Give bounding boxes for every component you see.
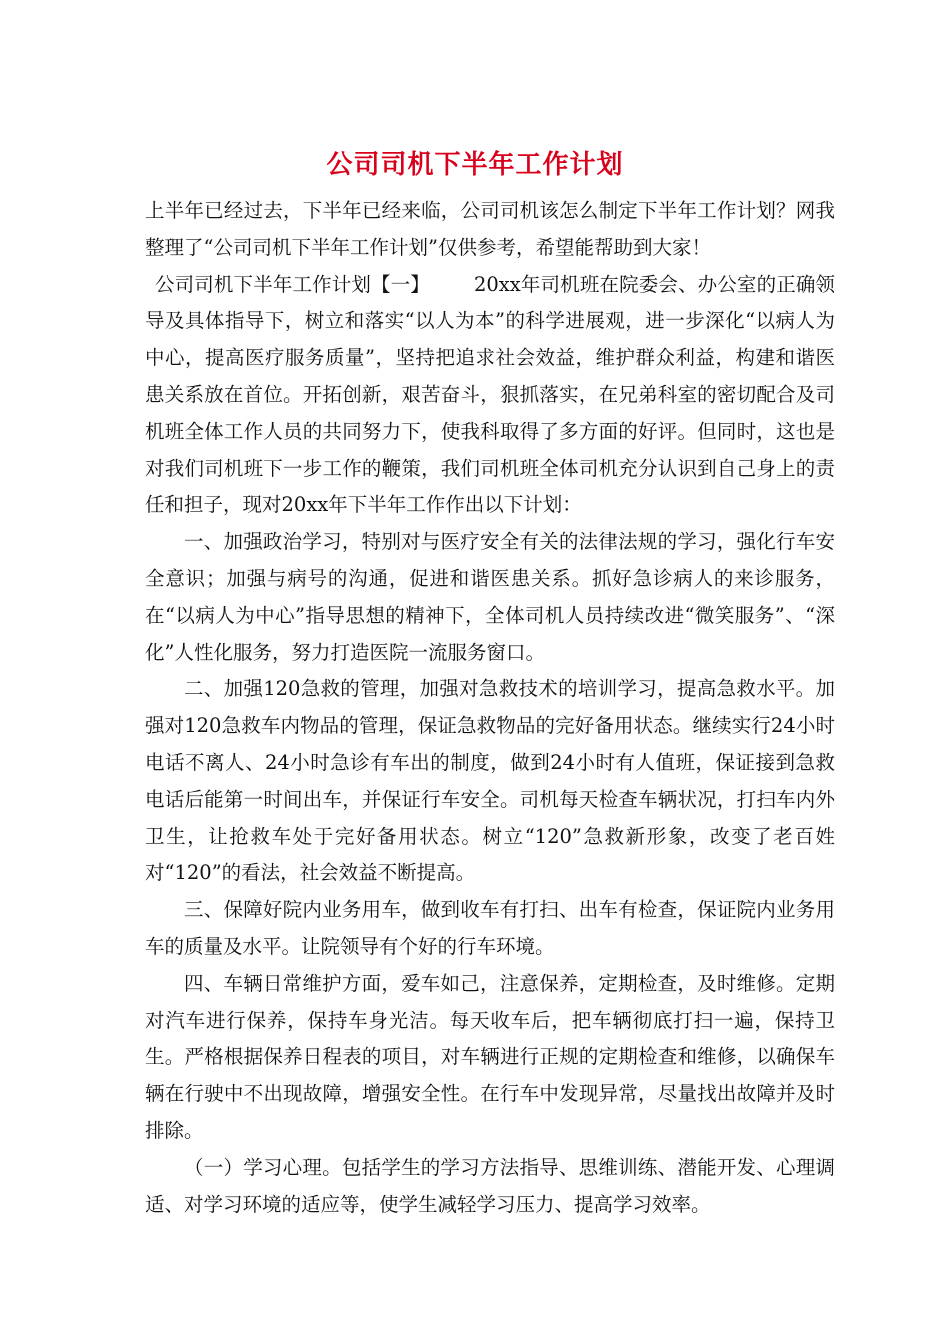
section-paragraph-2: 二、加强120急救的管理，加强对急救技术的培训学习，提高急救水平。加强对120急救车内物品的管理，保证急救物品的完好备用状态。继续实行24小时电话不离人、24小时急诊有车出的制度，做到24小时有人值班，保证接到急救电话后能第一时间出车，并保证行车安全。司机每天检查车辆状况，打扫车内外卫生，让抢救车处于完好备用状态。树立“120”急救新形象，改变了老百姓对“120”的看法，社会效益不断提高。 bbox=[145, 677, 835, 885]
section-paragraph-1: 一、加强政治学习，特别对与医疗安全有关的法律法规的学习，强化行车安全意识；加强与病号的沟通，促进和谐医患关系。抓好急诊病人的来诊服务，在“以病人为中心”指导思想的精神下，全体司机人员持续改进“微笑服务”、“深化”人性化服务，努力打造医院一流服务窗口。 bbox=[145, 530, 835, 664]
plan-paragraph bbox=[145, 267, 835, 525]
intro-paragraph: 上半年已经过去，下半年已经来临，公司司机该怎么制定下半年工作计划？网我整理了“公司司机下半年工作计划”仅供参考，希望能帮助到大家！ bbox=[145, 199, 835, 259]
section-paragraph-4: 四、车辆日常维护方面，爱车如己，注意保养，定期检查，及时维修。定期对汽车进行保养，保持车身光洁。每天收车后，把车辆彻底打扫一遍，保持卫生。严格根据保养日程表的项目，对车辆进行正规的定期检查和维修，以确保车辆在行驶中不出现故障，增强安全性。在行车中发现异常，尽量找出故障并及时排除。 bbox=[145, 971, 835, 1142]
document-body bbox=[145, 193, 835, 1223]
plan-heading: 公司司机下半年工作计划【一】 bbox=[155, 272, 430, 296]
section-paragraph-5: （一）学习心理。包括学生的学习方法指导、思维训练、潜能开发、心理调适、对学习环境的适应等，使学生减轻学习压力、提高学习效率。 bbox=[145, 1155, 835, 1216]
document-title: 公司司机下半年工作计划 bbox=[326, 150, 624, 180]
plan-body: 20xx年司机班在院委会、办公室的正确领导及具体指导下，树立和落实“以人为本”的科学进展观，进一步深化“以病人为中心，提高医疗服务质量”，坚持把追求社会效益，维护群众利益，构建和谐医患关系放在首位。开拓创新，艰苦奋斗，狠抓落实，在兄弟科室的密切配合及司机班全体工作人员的共同努力下，使我科取得了多方面的好评。但同时，这也是对我们司机班下一步工作的鞭策，我们司机班全体司机充分认识到自己身上的责任和担子，现对20xx年下半年工作作出以下计划： bbox=[145, 272, 835, 517]
section-paragraph-3: 三、保障好院内业务用车，做到收车有打扫、出车有检查，保证院内业务用车的质量及水平。让院领导有个好的行车环境。 bbox=[145, 898, 835, 958]
